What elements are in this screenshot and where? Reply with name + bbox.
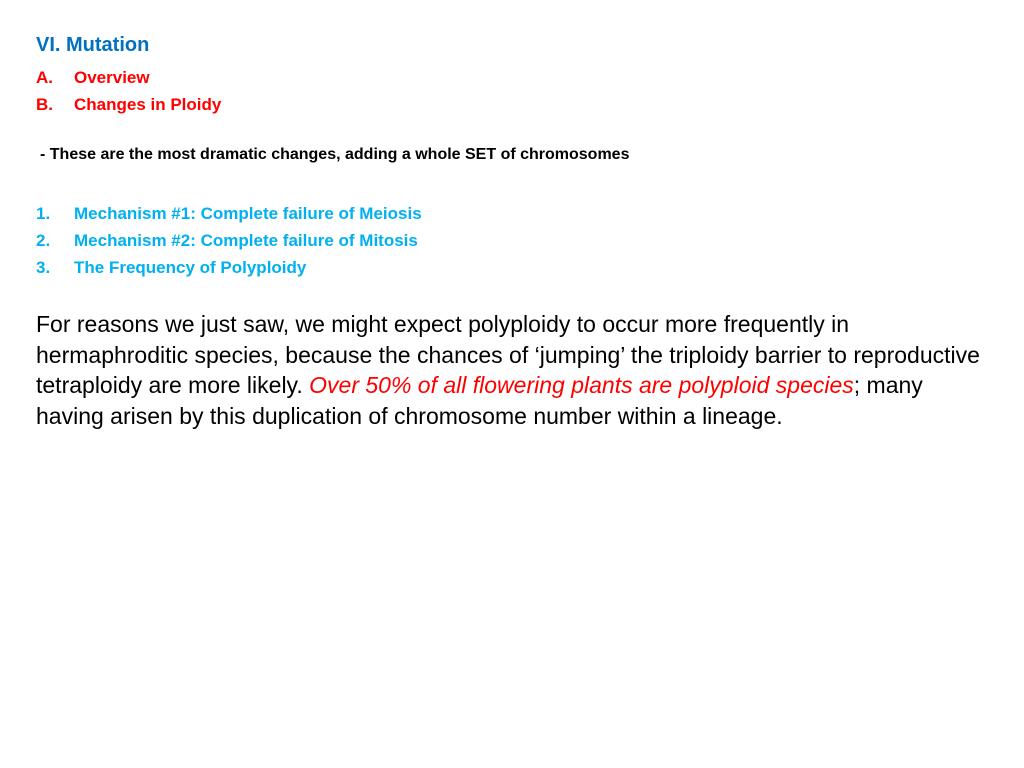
- body-paragraph: [36, 309, 986, 431]
- mechanism-label: Mechanism #1: Complete failure of Meiosis: [74, 204, 422, 223]
- mechanism-item-mitosis: [36, 227, 422, 254]
- mechanism-label: Mechanism #2: Complete failure of Mitosis: [74, 231, 418, 250]
- paragraph-period: .: [296, 372, 303, 398]
- mechanism-item-meiosis: [36, 200, 422, 227]
- mechanism-marker: 2.: [36, 231, 51, 250]
- paragraph-text-before: For reasons we just saw, we might expect polyploidy to occur more frequently in hermaphroditic species, because the chances of ‘jumping’ the triploidy barrier to reproductive tetraploidy are more likely: [36, 311, 980, 398]
- outline-marker: B.: [36, 95, 53, 114]
- mechanism-item-frequency: [36, 254, 422, 281]
- outline-item-overview: [36, 64, 221, 91]
- outline-label: Overview: [74, 68, 150, 87]
- mechanism-marker: 1.: [36, 204, 51, 223]
- outline-item-changes-in-ploidy: [36, 91, 221, 118]
- outline-list: [36, 64, 221, 118]
- ploidy-note: - These are the most dramatic changes, adding a whole SET of chromosomes: [40, 146, 630, 163]
- mechanism-list: [36, 200, 422, 281]
- paragraph-emphasis: Over 50% of all flowering plants are polyploid species: [302, 372, 854, 398]
- outline-marker: A.: [36, 68, 53, 87]
- paragraph-text-after: ; many having arisen by this duplication of chromosome number within a lineage.: [36, 372, 923, 429]
- slide-heading: VI. Mutation: [36, 34, 150, 56]
- mechanism-marker: 3.: [36, 258, 51, 277]
- outline-label: Changes in Ploidy: [74, 95, 222, 114]
- mechanism-label: The Frequency of Polyploidy: [74, 258, 307, 277]
